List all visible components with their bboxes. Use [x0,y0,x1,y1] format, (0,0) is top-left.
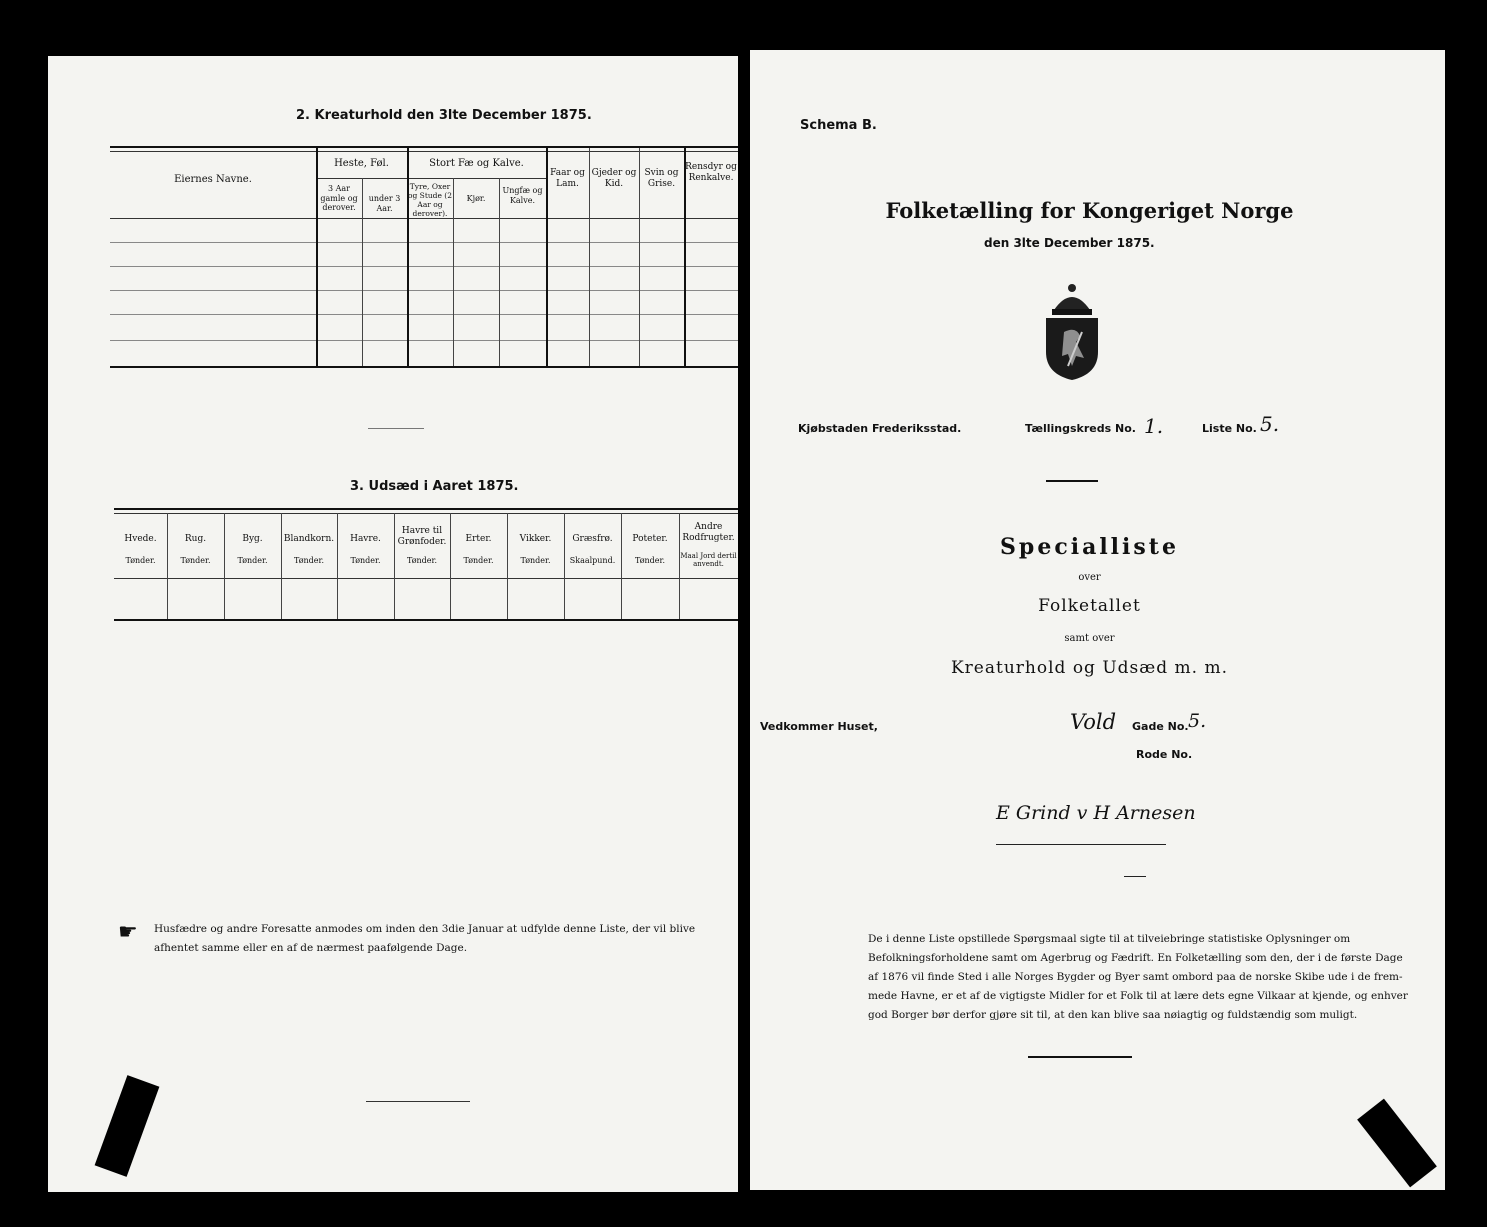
unit-andre: Maal Jord dertil anvendt. [680,552,737,569]
notice-line-1: Husfædre og andre Foresatte anmodes om inden den 3die Januar at udfylde denne Liste, der vil blive [154,923,696,935]
samt-over-label: samt over [1064,633,1115,644]
left-page [48,56,738,1192]
gade-value: Vold [1070,710,1117,734]
paragraph-line-4: mede Havne, er et af de vigtigste Midler for et Folk til at lære dets egne Vilkaar at kjende, og enhver [868,990,1408,1002]
ungfae-header: Ungfæ og Kalve. [502,186,543,205]
unit-rug: Tønder. [180,556,211,565]
date-line: den 3lte December 1875. [984,236,1155,250]
crop-blandkorn: Blandkorn. [283,534,335,544]
vedkommer-label: Vedkommer Huset, [760,720,878,733]
crop-erter: Erter. [465,534,492,544]
rode-label: Rode No. [1136,748,1193,761]
heste-under3-header: under 3 Aar. [368,194,401,213]
faar-header: Faar og Lam. [550,168,585,189]
notice-line-2: afhentet samme eller en af de nærmest paafølgende Dage. [154,942,468,954]
crop-byg: Byg. [242,534,263,544]
right-page [750,50,1445,1190]
gade-no-value: 5. [1188,710,1207,732]
gade-label: Gade No. [1132,720,1189,733]
paragraph-line-2: Befolkningsforholdene samt om Agerbrug og Fædrift. En Folketælling som den, der i de første Dage [868,952,1403,964]
unit-havre-gronfoder: Tønder. [406,556,438,565]
liste-label: Liste No. [1202,422,1257,435]
coat-of-arms-icon [1032,282,1112,382]
crop-poteter: Poteter. [632,534,668,544]
paragraph-line-1: De i denne Liste opstillede Spørgsmaal sigte til at tilveiebringe statistiske Oplysninger om [868,933,1351,945]
pointing-hand-icon: ☛ [118,920,138,945]
paragraph-line-3: af 1876 vil finde Sted i alle Norges Bygder og Byer samt ombord paa de norske Skibe ude i de frem- [868,971,1403,983]
kreaturhold-label: Kreaturhold og Udsæd m. m. [950,658,1228,678]
crop-vikker: Vikker. [519,534,552,544]
kreds-label: Tællingskreds No. [1025,422,1136,435]
gjeder-header: Gjeder og Kid. [591,168,637,189]
liste-value: 5. [1260,412,1280,436]
unit-havre: Tønder. [350,556,381,565]
kjor-header: Kjør. [466,194,486,203]
unit-erter: Tønder. [463,556,494,565]
paragraph-line-5: god Borger bør derfor gjøre sit til, at den kan blive saa nøiagtig og fuldstændig som muligt. [868,1009,1358,1021]
over-label: over [1078,572,1101,583]
heste-group-header: Heste, Føl. [334,158,389,169]
rensdyr-header: Rensdyr og Renkalve. [685,162,737,183]
stort-group-header: Stort Fæ og Kalve. [429,158,524,169]
specialliste-title: Specialliste [1000,534,1179,560]
heste-3aar-header: 3 Aar gamle og derover. [320,184,358,213]
crop-graesfro: Græsfrø. [572,534,613,544]
signature: E Grind v H Arnesen [996,802,1196,824]
main-title: Folketælling for Kongeriget Norge [885,198,1294,223]
unit-graesfro: Skaalpund. [569,556,616,565]
owner-column-header: Eiernes Navne. [174,174,252,185]
unit-poteter: Tønder. [634,556,666,565]
unit-byg: Tønder. [237,556,268,565]
section2-title: 2. Kreaturhold den 3lte December 1875. [296,108,592,123]
crop-havre: Havre. [350,534,381,544]
explanatory-paragraph [868,930,1428,1025]
notice-text [154,920,734,958]
tyre-oxer-header: Tyre, Oxer og Stude (2 Aar og derover). [407,182,452,218]
svin-header: Svin og Grise. [644,168,679,189]
kjobstad-label: Kjøbstaden Frederiksstad. [798,422,962,435]
folketallet-label: Folketallet [1038,596,1141,616]
kreds-value: 1. [1144,414,1164,438]
unit-hvede: Tønder. [125,556,156,565]
crop-havre-gronfoder: Havre til Grønfoder. [397,526,447,547]
crop-hvede: Hvede. [124,534,157,544]
unit-vikker: Tønder. [520,556,551,565]
crop-rug: Rug. [184,534,207,544]
section3-title: 3. Udsæd i Aaret 1875. [350,479,519,494]
crop-andre: Andre Rodfrugter. [682,522,735,543]
unit-blandkorn: Tønder. [293,556,325,565]
schema-label: Schema B. [800,118,877,133]
